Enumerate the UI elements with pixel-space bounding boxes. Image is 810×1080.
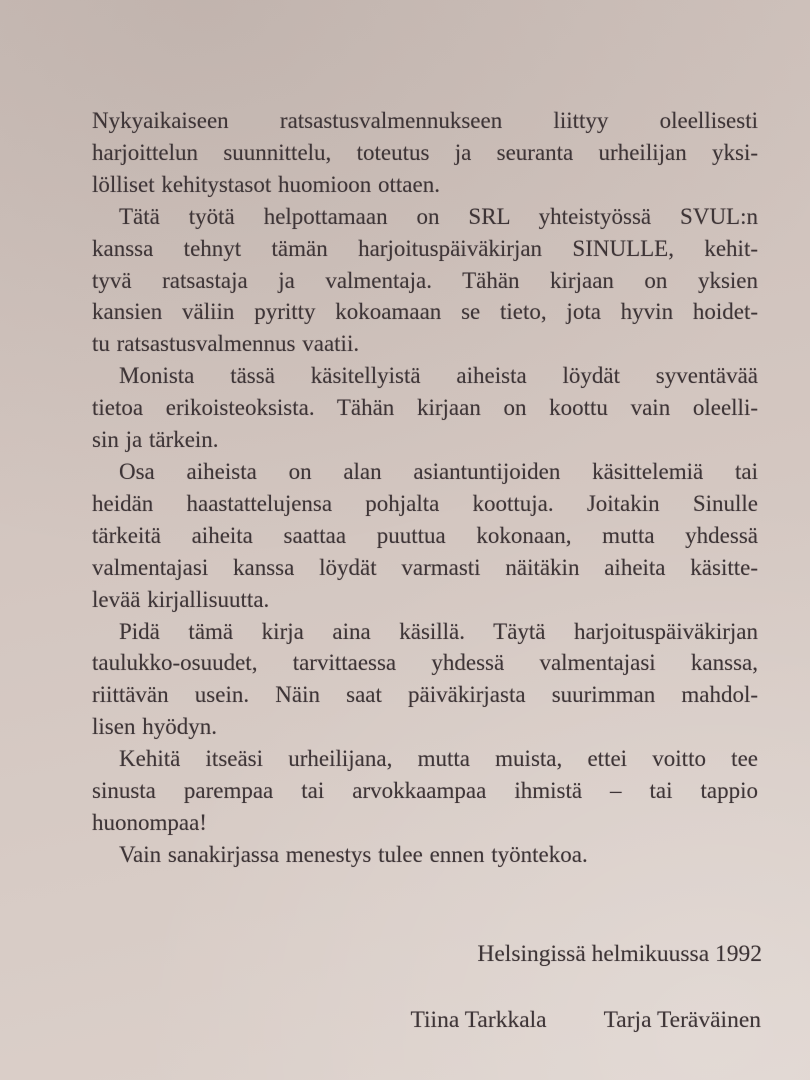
text-line: Pidä tämä kirja aina käsillä. Täytä harjoituspäiväkirjan xyxy=(119,618,758,644)
text-line: taulukko-osuudet, tarvittaessa yhdessä valmentajasi kanssa, xyxy=(92,650,758,676)
text-line: tyvä ratsastaja ja valmentaja. Tähän kirjaan on yksien xyxy=(92,267,758,293)
text-line: Kehitä itseäsi urheilijana, mutta muista, ettei voitto tee xyxy=(119,746,758,772)
paragraph xyxy=(92,201,758,361)
text-line: lölliset kehitystasot huomioon ottaen. xyxy=(92,171,440,197)
paragraph xyxy=(92,743,758,839)
text-line: Nykyaikaiseen ratsastusvalmennukseen liittyy oleellisesti xyxy=(92,108,758,133)
paragraph xyxy=(92,839,758,871)
text-line: kanssa tehnyt tämän harjoituspäiväkirjan SINULLE, kehit- xyxy=(92,235,758,261)
text-line: lisen hyödyn. xyxy=(92,714,217,740)
text-line: harjoittelun suunnittelu, toteutus ja seuranta urheilijan yksi- xyxy=(92,139,758,165)
author-name-2: Tarja Teräväinen xyxy=(603,1007,761,1033)
text-line: Vain sanakirjassa menestys tulee ennen työntekoa. xyxy=(119,841,588,867)
paragraph xyxy=(92,105,758,201)
paragraph xyxy=(92,616,758,744)
text-line: tärkeitä aiheita saattaa puuttua kokonaan, mutta yhdessä xyxy=(92,522,758,548)
text-line: sinusta parempaa tai arvokkaampaa ihmistä – tai tappio xyxy=(92,778,758,804)
text-line: Tätä työtä helpottamaan on SRL yhteistyössä SVUL:n xyxy=(119,203,758,229)
dateline: Helsingissä helmikuussa 1992 xyxy=(477,941,762,967)
text-line: kansien väliin pyritty kokoamaan se tieto, jota hyvin hoidet- xyxy=(92,299,758,325)
paragraph xyxy=(92,360,758,456)
text-line: tietoa erikoisteoksista. Tähän kirjaan on koottu vain oleelli- xyxy=(92,395,758,421)
text-line: sin ja tärkein. xyxy=(92,427,219,453)
text-line: tu ratsastusvalmennus vaatii. xyxy=(92,331,360,357)
paragraph xyxy=(92,456,758,616)
text-line: Osa aiheista on alan asiantuntijoiden käsittelemiä tai xyxy=(119,458,758,484)
author-name-1: Tiina Tarkkala xyxy=(410,1007,547,1033)
text-line: valmentajasi kanssa löydät varmasti näitäkin aiheita käsitte- xyxy=(92,554,758,580)
text-line: riittävän usein. Näin saat päiväkirjasta suurimman mahdol- xyxy=(92,682,758,708)
text-line: huonompaa! xyxy=(92,809,207,835)
preface-text xyxy=(92,105,758,871)
text-line: levää kirjallisuutta. xyxy=(92,586,270,612)
authors-line xyxy=(411,1007,762,1034)
text-line: Monista tässä käsitellyistä aiheista löydät syventävää xyxy=(119,363,758,389)
text-line: heidän haastattelujensa pohjalta koottuja. Joitakin Sinulle xyxy=(92,490,758,516)
